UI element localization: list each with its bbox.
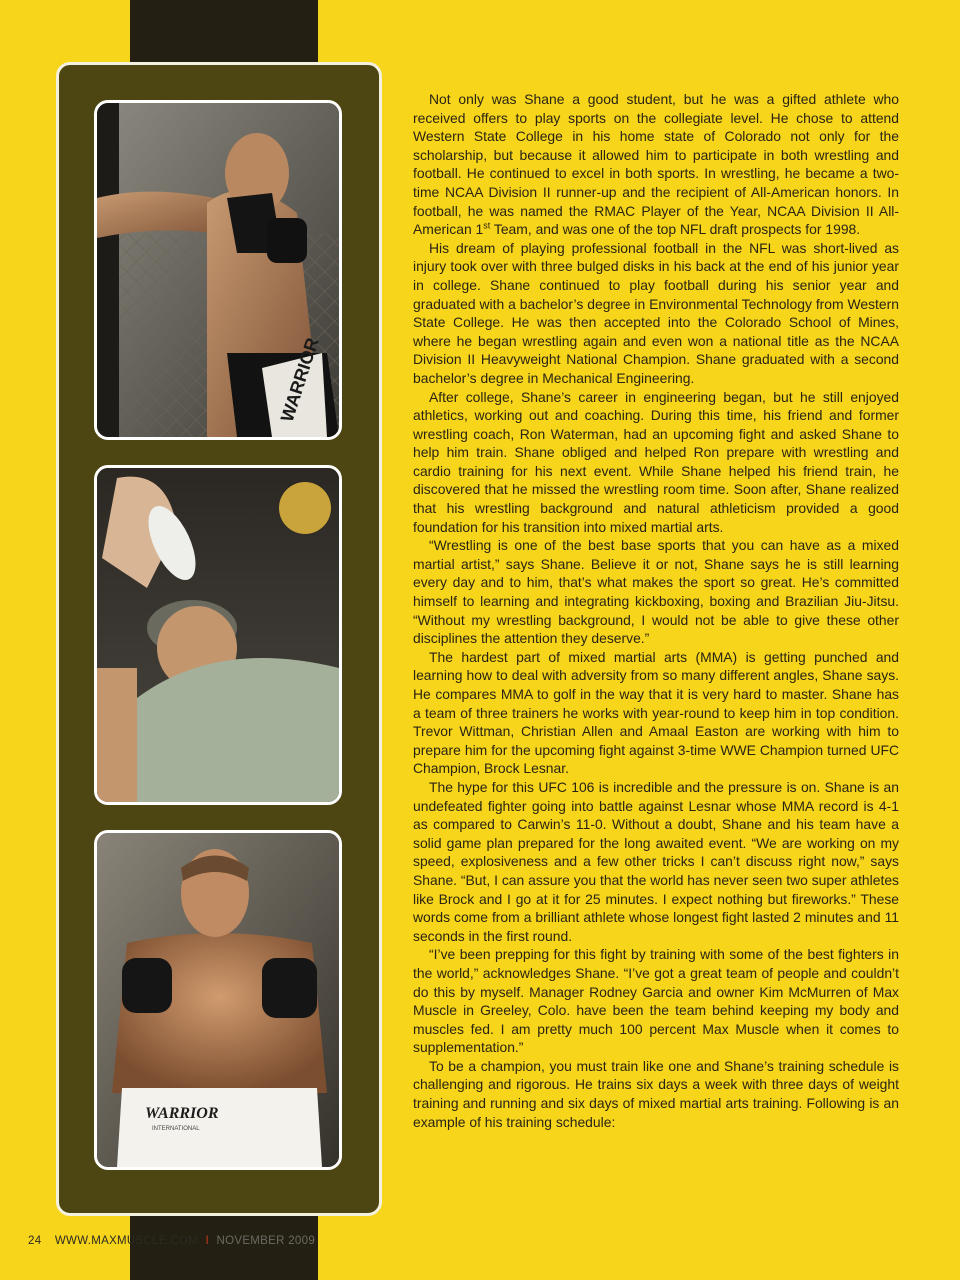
photo-fighter-portrait	[94, 830, 342, 1170]
photo-fighter-bench-press	[94, 465, 342, 805]
article-paragraph-7: “I’ve been prepping for this fight by training with some of the best fighters in the world,” acknowledges Shane. “I’ve got a great team of people and couldn’t do this by myself. Manager Rodney Garcia and owner Kim McMurren of Max Muscle in Greeley, Colo. have been the team behind keeping my body and muscles fed. I am pretty much 100 percent Max Muscle when it comes to supplementation.”	[413, 946, 899, 1056]
article-paragraph-8: To be a champion, you must train like one and Shane’s training schedule is challenging and rigorous. He trains six days a week with three days of weight training and running and six days of mixed martial arts training. Following is an example of his training schedule:	[413, 1057, 899, 1130]
article-paragraph-2: His dream of playing professional football in the NFL was short-lived as injury took over with three bulged disks in his back at the end of his junior year in college. Shane continued to play football during his senior year and graduated with a bachelor’s degree in Environmental Technology from Western State College. He was then accepted into the Colorado School of Mines, where he began wrestling again and even won a national title as the NCAA Division II Heavyweight National Champion. Shane graduated with a second bachelor’s degree in Mechanical Engineering.	[413, 239, 899, 386]
shorts-brand-text: WARRIOR	[276, 335, 323, 425]
article-paragraph-6: The hype for this UFC 106 is incredible and the pressure is on. Shane is an undefeated fighter going into battle against Lesnar whose MMA record is 4-1 as compared to Carwin’s 11-0. Without a doubt, Shane and his team have a solid game plan prepared for the long awaited event. “We are working on my speed, explosiveness and a few other tricks I can’t discuss right now,” says Shane. “But, I can assure you that the world has never seen two super athletes like Brock and I go at it for 25 minutes. I expect nothing but fireworks.” These words come from a brilliant athlete whose longest fight lasted 2 minutes and 11 seconds in the first round.	[413, 778, 899, 944]
footer-separator: I	[205, 1235, 210, 1247]
shorts-brand-sub-text: INTERNATIONAL	[152, 1126, 200, 1132]
page-footer	[28, 1235, 315, 1247]
article-paragraph-3: After college, Shane’s career in engineering began, but he still enjoyed athletics, working out and coaching. During this time, his friend and former wrestling coach, Ron Waterman, had an upcoming fight and asked Shane to help him train. Shane obliged and helped Ron prepare with wrestling and cardio training for his next event. While Shane helped his friend train, he discovered that he missed the wrestling room time. Soon after, Shane realized that his wrestling background and natural athleticism provided a good foundation for his transition into mixed martial arts.	[413, 388, 899, 535]
article-body	[413, 90, 899, 1131]
footer-date: NOVEMBER 2009	[216, 1235, 316, 1247]
article-paragraph-5: The hardest part of mixed martial arts (MMA) is getting punched and learning how to deal with adversity from so many different angles, Shane says. He compares MMA to golf in the way that it is very hard to master. Shane has a team of three trainers he works with year-round to keep him in top condition. Trevor Wittman, Christian Allen and Amaal Easton are working with him to prepare him for the upcoming fight against 3-time WWE Champion turned UFC Champion, Brock Lesnar.	[413, 648, 899, 777]
article-paragraph-1: Not only was Shane a good student, but he was a gifted athlete who received offers to play sports on the collegiate level. He chose to attend Western State College in his home state of Colorado not only for the scholarship, but because it allowed him to participate in both wrestling and football. He continued to excel in both sports. In wrestling, he became a two-time NCAA Division II runner-up and the recipient of All-American honors. In football, he was named the RMAC Player of the Year, NCAA Division II All-American 1st Team, and was one of the top NFL draft prospects for 1998.	[413, 91, 899, 238]
page-number: 24	[28, 1235, 42, 1247]
shorts-brand-text-2: WARRIOR	[145, 1105, 219, 1122]
footer-url: WWW.MAXMUSCLE.COM	[54, 1235, 199, 1247]
article-paragraph-4: “Wrestling is one of the best base sports that you can have as a mixed martial artist,” says Shane. Believe it or not, Shane says he is still learning every day and to him, that’s what makes the sport so great. He’s committed himself to learning and integrating kickboxing, boxing and Brazilian Jiu-Jitsu. “Without my wrestling background, I would not be able to give these other disciplines the attention they deserve.”	[413, 537, 899, 647]
photo-fighter-punching	[94, 100, 342, 440]
